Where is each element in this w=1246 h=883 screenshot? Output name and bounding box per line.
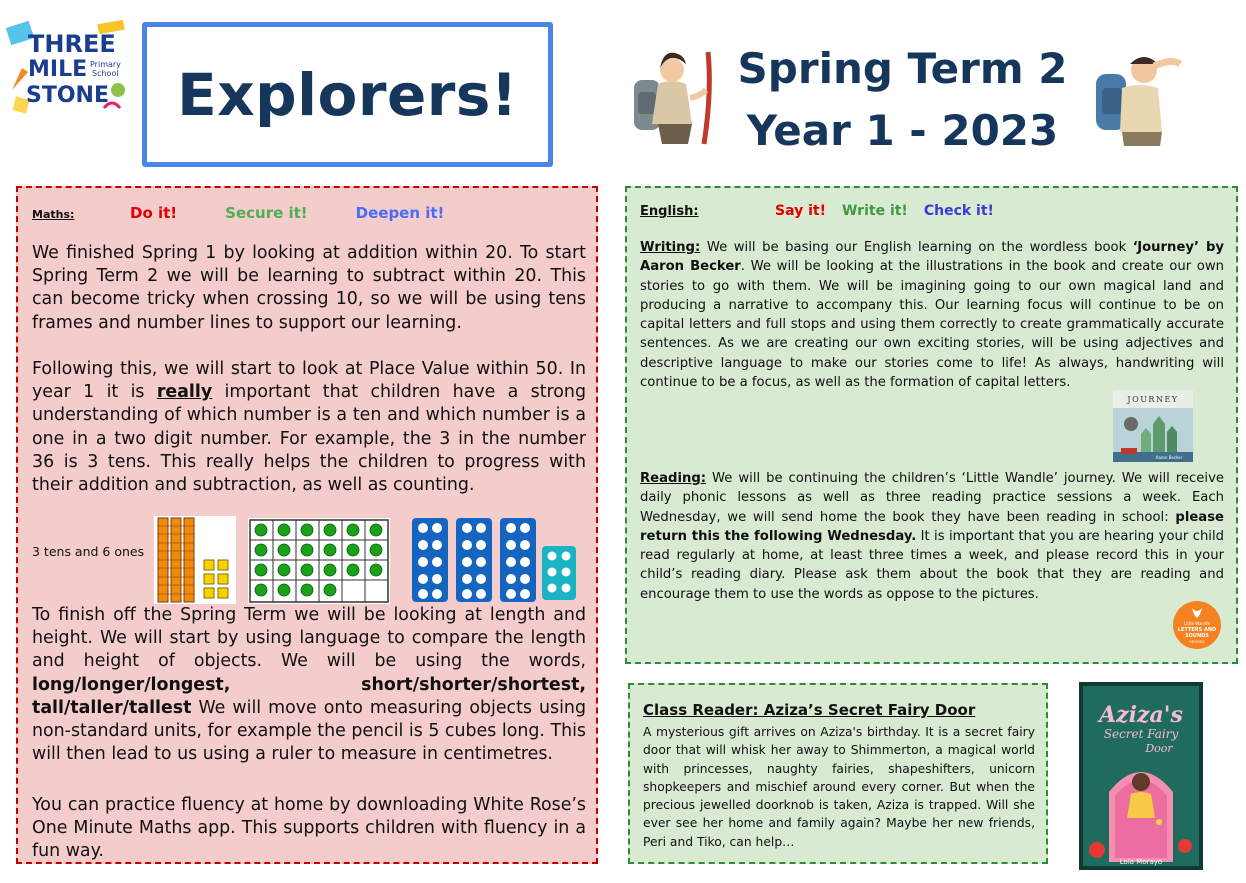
maths-paragraph-fluency: You can practice fluency at home by downloading White Rose’s One Minute Maths app. This supports children with fluency in a fun way.: [32, 795, 586, 862]
logo-sub-1: Primary: [90, 60, 121, 69]
wandle-line-1: Little Wandle: [1183, 621, 1211, 626]
journey-cover-author: Aaron Becker: [1155, 455, 1183, 460]
writing-text-b: . We will be looking at the illustrations in the book and create our own stories to go with them. We will be imagining going to our own magical land and producing a narrative to accompany this. Our learning focus will continue to be on capital letters and full stops and using them correctly to create grammatically accurate sentences. As we are creating our own exciting stories, will be using adjectives and descriptive language to make our stories come to life! As always, handwriting will continue to be a focus, as well as the formation of capital letters.: [640, 259, 1225, 391]
english-level-write: Write it!: [841, 203, 908, 219]
class-reader-title: Class Reader: Aziza’s Secret Fairy Door: [643, 701, 976, 719]
dienes-blocks-icon: [154, 516, 236, 604]
class-reader-panel: [628, 683, 1048, 864]
english-writing-paragraph: [640, 238, 1224, 392]
numicon-icon: [410, 516, 580, 602]
journey-cover-title: JOURNEY: [1127, 395, 1179, 404]
wandle-line-2: LETTERS AND: [1177, 627, 1217, 633]
term-heading: [735, 38, 1070, 162]
reading-text-b: It is important that you are hearing your child read regularly at home, at least three times a week, and please record this in your child’s reading diary. Please ask them about the book that they are reading and encourage them to use the words as oppose to the pictures.: [640, 528, 1225, 602]
maths-paragraph-length-height: [32, 604, 586, 766]
maths-p2-text-a: Following this, we will start to look at Place Value within 50. In year 1 it is: [32, 359, 586, 403]
little-wandle-icon: [1172, 600, 1222, 650]
maths-p3-words: long/longer/longest, short/shorter/shortest, tall/taller/tallest: [32, 674, 586, 718]
maths-panel: [16, 186, 598, 864]
maths-paragraph-place-value: [32, 358, 586, 497]
maths-level-secure: Secure it!: [225, 204, 308, 222]
aziza-cover-title-3: Door: [1145, 742, 1173, 755]
writing-book-title: ‘Journey’ by Aaron Becker: [640, 240, 1224, 275]
wandle-line-3: SOUNDS: [1185, 633, 1209, 639]
aziza-cover-title-1: Aziza's: [1099, 702, 1183, 728]
class-reader-text: A mysterious gift arrives on Aziza's birthday. It is a secret fairy door that will whisk her away to Shimmerton, a magical world with princesses, naughty fairies, shapeshifters, unicorn shopkeepers and mischief around every corner. But when the precious jewelled doorknob is taken, Aziza is trapped. Will she ever see her home and family again? Maybe her new friends, Peri and Tiko, can help…: [643, 725, 1035, 849]
english-level-say: Say it!: [775, 203, 826, 219]
english-reading-paragraph: [640, 469, 1224, 604]
english-level-check: Check it!: [923, 203, 994, 219]
logo-line-1: THREE: [28, 30, 116, 58]
term-line-2: Year 1 - 2023: [746, 106, 1059, 155]
maths-label: Maths:: [32, 208, 75, 221]
writing-text-a: We will be basing our English learning on the wordless book: [700, 240, 1133, 255]
title-box: [142, 22, 553, 167]
maths-level-do: Do it!: [130, 204, 178, 222]
aziza-cover-author: Lola Morayo: [1119, 858, 1163, 866]
aziza-cover-icon: [1079, 682, 1203, 870]
tens-frames-icon: [248, 518, 390, 604]
english-label: English:: [640, 204, 699, 219]
maths-p2-text-b: important that children have a strong understanding of which number is a ten and which number is a one in a two digit number. For example, the 3 in the number 36 is 3 tens. This really helps the children to progress with their addition and subtraction, as well as counting.: [32, 382, 586, 496]
maths-p3-text-a: To finish off the Spring Term we will be looking at length and height. We will start by using language to compare the length and height of objects. We will be using the words,: [32, 605, 586, 672]
journey-cover-icon: [1113, 390, 1193, 462]
term-line-1: Spring Term 2: [737, 44, 1068, 93]
maths-header: [32, 204, 492, 222]
logo-sub-2: School: [92, 69, 119, 78]
school-logo-icon: [6, 20, 130, 120]
maths-level-deepen: Deepen it!: [355, 204, 445, 222]
english-header: [640, 203, 1010, 219]
wandle-line-4: REVISED: [1189, 640, 1205, 644]
maths-p2-emphasis: really: [156, 382, 213, 403]
explorer-looking-icon: [1092, 44, 1202, 148]
logo-line-3: STONE: [26, 83, 109, 108]
reading-lead: Reading:: [640, 471, 707, 486]
page-title: Explorers!: [177, 60, 518, 129]
writing-lead: Writing:: [640, 240, 701, 255]
tens-and-ones-label: 3 tens and 6 ones: [32, 544, 145, 559]
logo-line-2: MILE: [28, 57, 88, 82]
maths-p3-text-b: We will move onto measuring objects using non-standard units, for example the pencil is 5 cubes long. This will then lead to us using a ruler to measure in centimetres.: [32, 697, 586, 765]
reading-text-a: We will be continuing the children’s ‘Little Wandle’ journey. We will receive daily phonic lessons as well as three reading practice sessions a week. Each Wednesday, we will send home the book they have been reading in school:: [640, 471, 1224, 525]
maths-paragraph-subtraction: We finished Spring 1 by looking at addition within 20. To start Spring Term 2 we will be learning to subtract within 20. This can become tricky when crossing 10, so we will be using tens frames and number lines to support our learning.: [32, 243, 586, 333]
english-panel: [625, 186, 1238, 664]
explorer-with-stick-icon: [628, 44, 726, 146]
reading-bold-text: please return this the following Wednesday.: [640, 509, 1224, 544]
aziza-cover-title-2: Secret Fairy: [1103, 727, 1179, 741]
